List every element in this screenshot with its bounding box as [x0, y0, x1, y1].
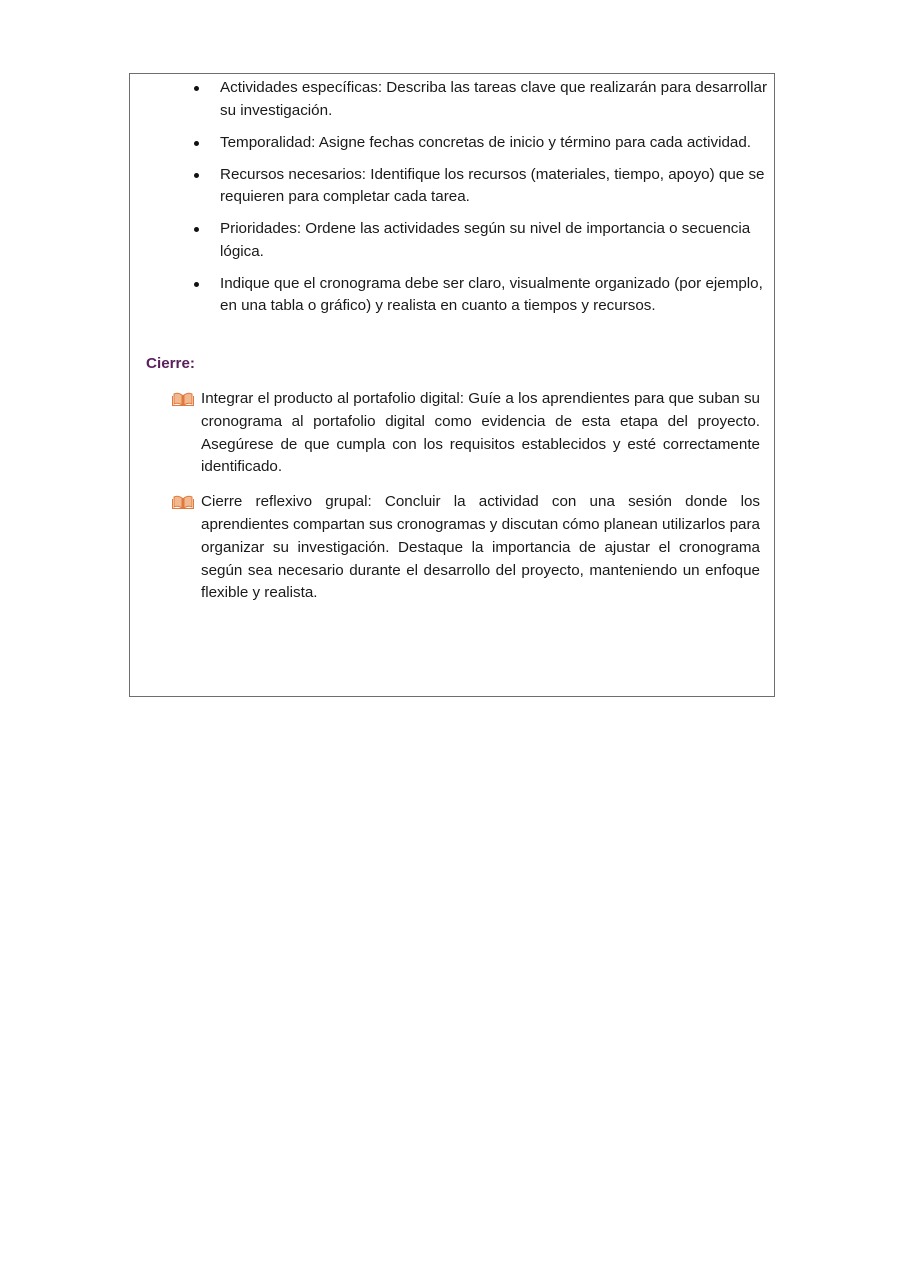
list-item-text: Recursos necesarios: Identifique los recursos (materiales, tiempo, apoyo) que se requieren para completar cada tarea.	[220, 165, 765, 205]
closing-item-text: Cierre reflexivo grupal: Concluir la actividad con una sesión donde los aprendientes compartan sus cronogramas y discutan cómo planean utilizarlos para organizar su investigación. Destaque la importancia de ajustar el cronograma según sea necesario durante el desarrollo del proyecto, manteniendo un enfoque flexible y realista.	[201, 493, 760, 602]
list-item-text: Prioridades: Ordene las actividades según su nivel de importancia o secuencia lógica.	[220, 220, 751, 260]
list-item	[190, 273, 770, 318]
list-item	[190, 77, 770, 122]
closing-item	[172, 388, 760, 479]
bullet-dot-icon	[194, 173, 199, 178]
list-item	[190, 218, 770, 263]
bullet-dot-icon	[194, 282, 199, 287]
activity-bullet-list	[190, 77, 770, 327]
list-item-text: Indique que el cronograma debe ser claro, visualmente organizado (por ejemplo, en una tabla o gráfico) y realista en cuanto a tiempos y recursos.	[220, 274, 763, 314]
list-item	[190, 164, 770, 209]
list-item-text: Actividades específicas: Describa las tareas clave que realizarán para desarrollar su investigación.	[220, 79, 768, 119]
open-book-icon	[172, 495, 194, 509]
closing-heading: Cierre:	[146, 355, 195, 372]
list-item-text: Temporalidad: Asigne fechas concretas de inicio y término para cada actividad.	[220, 133, 752, 151]
closing-item	[172, 491, 760, 605]
open-book-icon	[172, 392, 194, 406]
closing-item-text: Integrar el producto al portafolio digital: Guíe a los aprendientes para que suban su cronograma al portafolio digital como evidencia de esta etapa del proyecto. Asegúrese de que cumpla con los requisitos establecidos y esté correctamente identificado.	[201, 390, 760, 476]
content-box	[129, 73, 775, 697]
bullet-dot-icon	[194, 227, 199, 232]
bullet-dot-icon	[194, 86, 199, 91]
list-item	[190, 132, 770, 155]
bullet-dot-icon	[194, 141, 199, 146]
closing-list	[172, 388, 760, 617]
